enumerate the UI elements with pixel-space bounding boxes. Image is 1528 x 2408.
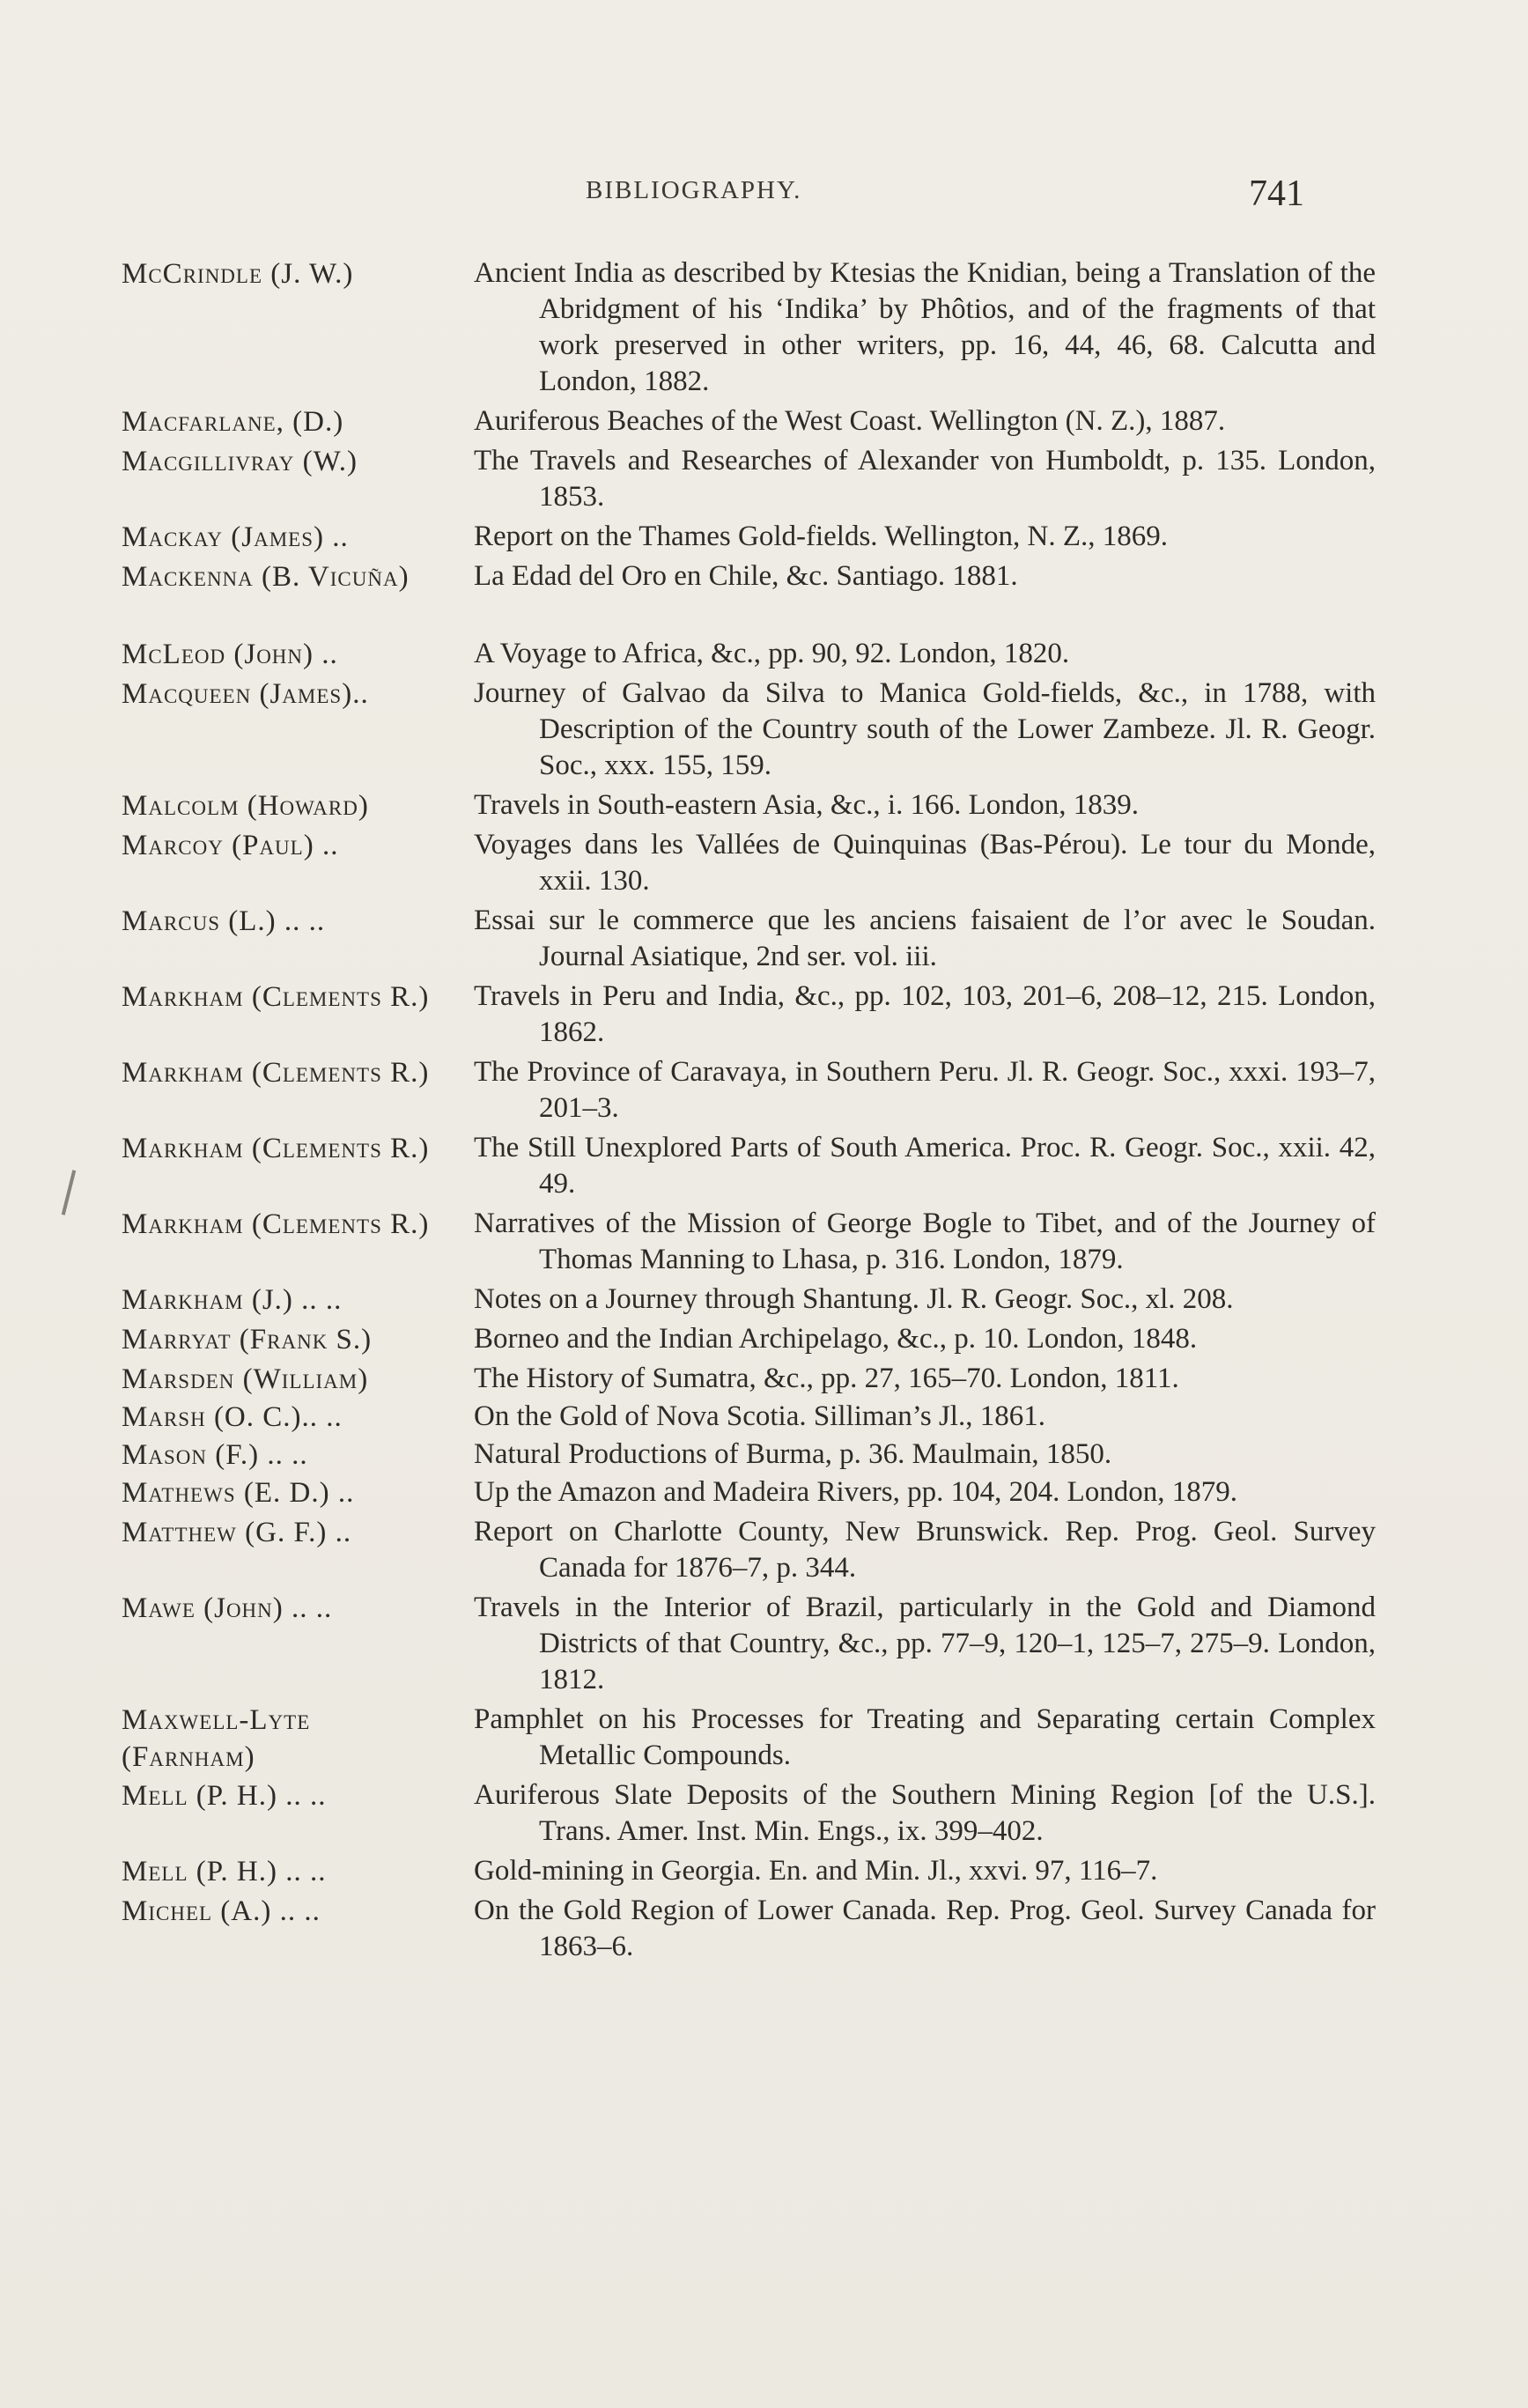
entry-text: Up the Amazon and Madeira Rivers, pp. 104, 204. London, 1879. — [474, 1476, 1238, 1508]
entry-text: Essai sur le commerce que les anciens faisaient de l’or avec le Soudan. Journal Asiatique, 2nd ser. vol. iii. — [474, 905, 1376, 972]
entry-text: The Still Unexplored Parts of South America. Proc. R. Geogr. Soc., xxii. 42, 49. — [474, 1132, 1376, 1200]
bibliography-entry — [0, 1206, 1528, 1278]
entry-author: Macqueen (James).. — [122, 678, 369, 710]
entry-text: Auriferous Beaches of the West Coast. Wellington (N. Z.), 1887. — [474, 405, 1226, 437]
bibliography-entry — [0, 1777, 1528, 1850]
entry-text: Ancient India as described by Ktesias the Knidian, being a Translation of the Abridgment of his ‘Indika’ by Phôtios, and of the fragments of that work preserved in other writers, pp. 16, 44, 46, 68. Calcutta and London, 1882. — [474, 257, 1376, 397]
entry-author: Mell (P. H.) .. .. — [122, 1856, 327, 1887]
entry-author: Markham (Clements R.) — [122, 1133, 430, 1164]
bibliography-entry — [0, 1474, 1528, 1511]
entry-text: Journey of Galvao da Silva to Manica Gold-fields, &c., in 1788, with Description of the Country south of the Lower Zambeze. Jl. R. Geogr. Soc., xxx. 155, 159. — [474, 677, 1376, 781]
entry-text: Gold-mining in Georgia. En. and Min. Jl., xxvi. 97, 116–7. — [474, 1855, 1158, 1887]
bibliography-entry — [0, 1321, 1528, 1357]
bibliography-list — [0, 255, 1528, 1969]
bibliography-entry — [0, 1893, 1528, 1965]
entry-author: Mackenna (B. Vicuña) — [122, 561, 410, 593]
bibliography-entry — [0, 255, 1528, 400]
bibliography-entry — [0, 558, 1528, 632]
entry-text: Travels in the Interior of Brazil, particularly in the Gold and Diamond Districts of that Country, &c., pp. 77–9, 120–1, 125–7, 275–9. London, 1812. — [474, 1592, 1376, 1695]
entry-text: The History of Sumatra, &c., pp. 27, 165–70. London, 1811. — [474, 1363, 1179, 1394]
entry-text: On the Gold Region of Lower Canada. Rep. Prog. Geol. Survey Canada for 1863–6. — [474, 1895, 1376, 1962]
running-title: BIBLIOGRAPHY. — [586, 176, 802, 204]
entry-author: Marcus (L.) .. .. — [122, 905, 326, 937]
entry-author: Malcolm (Howard) — [122, 790, 369, 822]
entry-text: Borneo and the Indian Archipelago, &c., p. 10. London, 1848. — [474, 1323, 1198, 1355]
entry-author: McCrindle (J. W.) — [122, 258, 354, 290]
bibliography-entry — [0, 519, 1528, 555]
entry-author: Marsh (O. C.).. .. — [122, 1401, 343, 1433]
bibliography-entry — [0, 1361, 1528, 1397]
entry-author: Markham (Clements R.) — [122, 1208, 430, 1240]
bibliography-entry — [0, 787, 1528, 824]
entry-author: Marryat (Frank S.) — [122, 1324, 373, 1355]
page-number: 741 — [1249, 174, 1304, 214]
entry-author: Macfarlane, (D.) — [122, 406, 344, 438]
entry-text: Natural Productions of Burma, p. 36. Maulmain, 1850. — [474, 1438, 1112, 1470]
entry-author: Matthew (G. F.) .. — [122, 1517, 352, 1548]
entry-text: Notes on a Journey through Shantung. Jl. R. Geogr. Soc., xl. 208. — [474, 1283, 1234, 1315]
bibliography-entry — [0, 827, 1528, 899]
running-header — [0, 173, 1528, 225]
bibliography-entry — [0, 676, 1528, 784]
bibliography-entry — [0, 1399, 1528, 1435]
bibliography-entry — [0, 1437, 1528, 1473]
entry-text: Travels in Peru and India, &c., pp. 102, 103, 201–6, 208–12, 215. London, 1862. — [474, 980, 1376, 1048]
bibliography-entry — [0, 903, 1528, 975]
bibliography-entry — [0, 1130, 1528, 1202]
entry-author: Markham (J.) .. .. — [122, 1284, 343, 1316]
entry-author: Mell (P. H.) .. .. — [122, 1780, 327, 1812]
entry-author: Marcoy (Paul) .. — [122, 830, 339, 861]
entry-author: Mathews (E. D.) .. — [122, 1477, 355, 1509]
bibliography-entry — [0, 1054, 1528, 1126]
entry-author: Mackay (James) .. — [122, 521, 349, 553]
entry-text: The Travels and Researches of Alexander von Humboldt, p. 135. London, 1853. — [474, 445, 1376, 513]
entry-text: La Edad del Oro en Chile, &c. Santiago. 1881. — [474, 560, 1018, 592]
entry-text: Report on the Thames Gold-fields. Wellington, N. Z., 1869. — [474, 521, 1169, 552]
entry-author: Michel (A.) .. .. — [122, 1895, 321, 1927]
entry-text: Pamphlet on his Processes for Treating and Separating certain Complex Metallic Compounds. — [474, 1703, 1376, 1771]
entry-text: On the Gold of Nova Scotia. Silliman’s Jl., 1861. — [474, 1400, 1045, 1432]
entry-author: Markham (Clements R.) — [122, 981, 430, 1013]
entry-author: Markham (Clements R.) — [122, 1057, 430, 1089]
bibliography-entry — [0, 1514, 1528, 1586]
entry-author: Maxwell-Lyte (Farnham) — [122, 1704, 311, 1773]
bibliography-entry — [0, 1702, 1528, 1774]
entry-text: Auriferous Slate Deposits of the Southern Mining Region [of the U.S.]. Trans. Amer. Inst. Min. Engs., ix. 399–402. — [474, 1779, 1376, 1847]
entry-text: A Voyage to Africa, &c., pp. 90, 92. London, 1820. — [474, 638, 1070, 669]
bibliography-entry — [0, 443, 1528, 515]
entry-author: Marsden (William) — [122, 1363, 369, 1395]
entry-author: Mawe (John) .. .. — [122, 1592, 333, 1624]
entry-author: Mason (F.) .. .. — [122, 1439, 308, 1471]
bibliography-entry — [0, 1282, 1528, 1318]
bibliography-entry — [0, 1853, 1528, 1889]
entry-author: McLeod (John) .. — [122, 639, 338, 670]
entry-text: Report on Charlotte County, New Brunswick. Rep. Prog. Geol. Survey Canada for 1876–7, p. 344. — [474, 1516, 1376, 1584]
bibliography-entry — [0, 1590, 1528, 1698]
entry-text: Travels in South-eastern Asia, &c., i. 166. London, 1839. — [474, 789, 1139, 821]
entry-text: The Province of Caravaya, in Southern Peru. Jl. R. Geogr. Soc., xxxi. 193–7, 201–3. — [474, 1056, 1376, 1124]
bibliography-entry — [0, 403, 1528, 439]
bibliography-entry — [0, 636, 1528, 672]
entry-text: Narratives of the Mission of George Bogle to Tibet, and of the Journey of Thomas Manning to Lhasa, p. 316. London, 1879. — [474, 1208, 1376, 1275]
entry-author: Macgillivray (W.) — [122, 446, 358, 477]
entry-text: Voyages dans les Vallées de Quinquinas (Bas-Pérou). Le tour du Monde, xxii. 130. — [474, 829, 1376, 897]
bibliography-entry — [0, 979, 1528, 1051]
